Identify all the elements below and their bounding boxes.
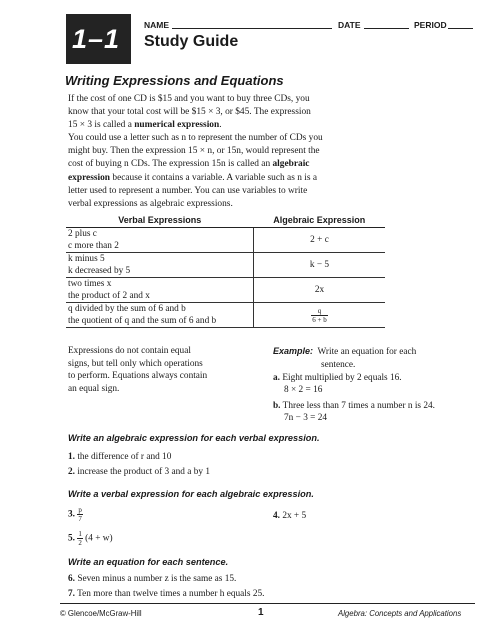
period-label: PERIOD xyxy=(414,20,447,30)
table-row: 2 plus c c more than 2 2 + c xyxy=(66,228,385,253)
problem-5: 5. $\frac{1}{2}$ (4 + w) xyxy=(68,530,113,547)
period-line xyxy=(448,28,473,29)
name-line xyxy=(172,28,332,29)
table-row: two times x the product of 2 and x 2x xyxy=(66,278,385,303)
para1-line1: If the cost of one CD is $15 and you want to buy three CDs, you xyxy=(68,94,310,104)
expression-table xyxy=(66,212,385,328)
problem-7: 7. Ten more than twelve times a number h equals 25. xyxy=(68,589,265,599)
fraction-p-over-7: $\frac{p}{7}$ xyxy=(78,506,82,523)
para2-line5: letter used to represent a number. You can use variables to write xyxy=(68,185,308,196)
para1-line3: 15 × 3 is called a numerical expression. xyxy=(68,120,222,131)
study-guide-title: Study Guide xyxy=(144,33,239,50)
para1-line2: know that your total cost will be $15 × 3, or $45. The expression xyxy=(68,107,311,118)
problem-6: 6. Seven minus a number z is the same as 15. xyxy=(68,574,237,584)
example-b: b. Three less than 7 times a number n is 24. 7n − 3 = 24 xyxy=(273,401,435,424)
table-row: q divided by the sum of 6 and b the quotient of q and the sum of 6 and b $\frac{q}{6 + b}$ xyxy=(66,303,385,328)
para2-line4: expression because it contains a variable. A variable such as n is a xyxy=(68,172,317,183)
col-header-verbal: Verbal Expressions xyxy=(66,212,254,228)
problem-4: 4. 2x + 5 xyxy=(273,511,307,521)
example-heading: Example: Write an equation for each sentence. xyxy=(273,346,417,370)
variable-paragraph xyxy=(68,132,453,211)
fraction-one-half: $\frac{1}{2}$ xyxy=(78,530,82,547)
footer-publisher: © Glencoe/McGraw-Hill xyxy=(60,609,142,618)
date-line xyxy=(364,28,409,29)
para2-line3: cost of buying n CDs. The expression 15n is called an algebraic xyxy=(68,159,310,170)
date-label: DATE xyxy=(338,20,361,30)
footer-divider xyxy=(60,603,475,604)
para2-line2: might buy. Then the expression 15 × n, or 15n, would represent the xyxy=(68,146,320,157)
col-header-algebraic: Algebraic Expression xyxy=(254,212,386,228)
table-row: k minus 5 k decreased by 5 k − 5 xyxy=(66,253,385,278)
problem-3: 3. $\frac{p}{7}$ xyxy=(68,506,82,523)
fraction-q-over-6b: $\frac{q}{6 + b}$ xyxy=(312,306,327,324)
page-number: 1 xyxy=(258,607,264,618)
example-a: a. Eight multiplied by 2 equals 16. 8 × 2 = 16 xyxy=(273,373,402,396)
problem-1: 1. the difference of r and 10 xyxy=(68,452,172,462)
para2-line6: verbal expressions as algebraic expressions. xyxy=(68,199,233,210)
name-label: NAME xyxy=(144,20,170,30)
lesson-number: 1–1 xyxy=(72,24,121,54)
intro-paragraph xyxy=(68,93,453,133)
instruction-algebraic: Write an algebraic expression for each verbal expression. xyxy=(68,433,320,443)
instruction-verbal: Write a verbal expression for each algebraic expression. xyxy=(68,489,314,499)
footer-course: Algebra: Concepts and Applications xyxy=(338,609,462,618)
page-title: Writing Expressions and Equations xyxy=(65,73,284,88)
instruction-equation: Write an equation for each sentence. xyxy=(68,557,229,567)
problem-2: 2. increase the product of 3 and a by 1 xyxy=(68,467,211,477)
para2-line1: You could use a letter such as n to represent the number of CDs you xyxy=(68,133,323,143)
note-paragraph: Expressions do not contain equal signs, but tell only which operations to perform. Equations always contain an equal sign. xyxy=(68,346,208,394)
